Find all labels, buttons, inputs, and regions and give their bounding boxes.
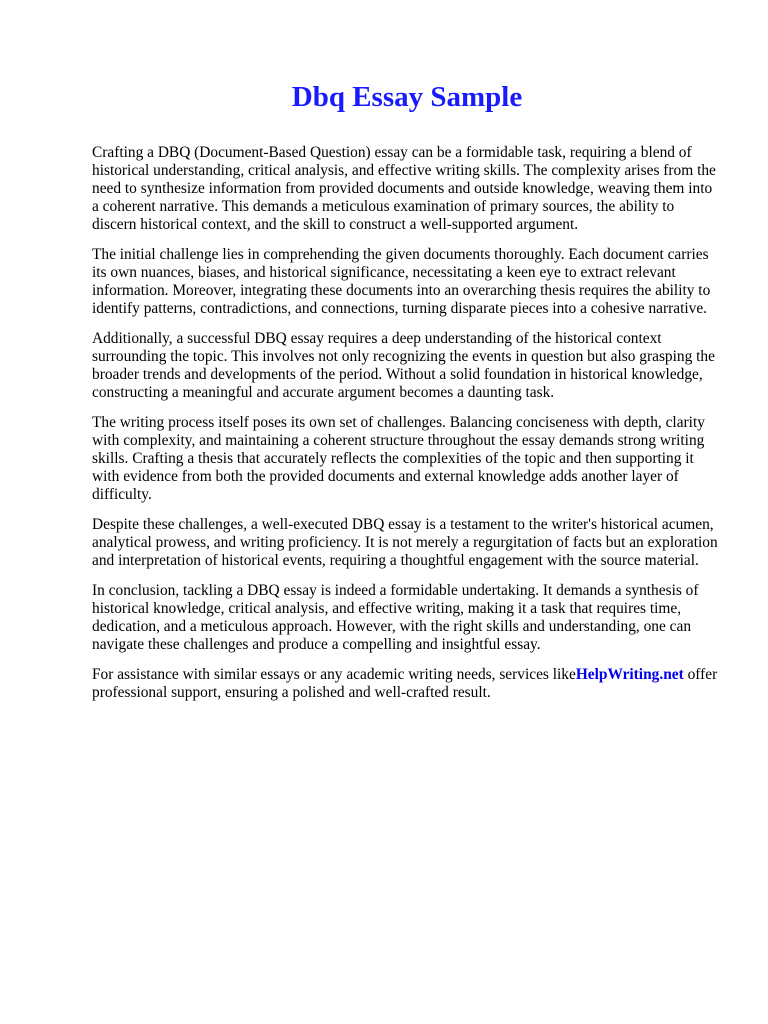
closing-text-before: For assistance with similar essays or any academic writing needs, services like [92,666,576,683]
paragraph-context: Additionally, a successful DBQ essay requires a deep understanding of the historical context surrounding the topic. This involves not only recognizing the events in question but also grasping the broader trends and developments of the period. Without a solid foundation in historical knowledge, constructing a meaningful and accurate argument becomes a daunting task. [92,330,715,401]
paragraph-closing [92,666,722,702]
paragraph-testament: Despite these challenges, a well-executed DBQ essay is a testament to the writer's historical acumen, analytical prowess, and writing proficiency. It is not merely a regurgitation of facts but an exploration and interpretation of historical events, requiring a thoughtful engagement with the source material. [92,516,718,569]
paragraph-writing-process: The writing process itself poses its own set of challenges. Balancing conciseness with depth, clarity with complexity, and maintaining a coherent structure throughout the essay demands strong writing skills. Crafting a thesis that accurately reflects the complexities of the topic and then supporting it with evidence from both the provided documents and external knowledge adds another layer of difficulty. [92,414,705,503]
paragraph-intro: Crafting a DBQ (Document-Based Question) essay can be a formidable task, requiring a blend of historical understanding, critical analysis, and effective writing skills. The complexity arises from the need to synthesize information from provided documents and outside knowledge, weaving them into a coherent narrative. This demands a meticulous examination of primary sources, the ability to discern historical context, and the skill to construct a well-supported argument. [92,144,716,233]
paragraph-documents: The initial challenge lies in comprehending the given documents thoroughly. Each document carries its own nuances, biases, and historical significance, necessitating a keen eye to extract relevant information. Moreover, integrating these documents into an overarching thesis requires the ability to identify patterns, contradictions, and connections, turning disparate pieces into a cohesive narrative. [92,246,711,317]
paragraph-conclusion: In conclusion, tackling a DBQ essay is indeed a formidable undertaking. It demands a synthesis of historical knowledge, critical analysis, and effective writing, making it a task that requires time, dedication, and a meticulous approach. However, with the right skills and understanding, one can navigate these challenges and produce a compelling and insightful essay. [92,582,699,653]
document-page [92,80,722,714]
page-title: Dbq Essay Sample [291,81,523,113]
closing-text-after: offer professional support, ensuring a polished and well-crafted result. [92,666,718,701]
helpwriting-link[interactable]: HelpWriting.net [575,666,684,683]
